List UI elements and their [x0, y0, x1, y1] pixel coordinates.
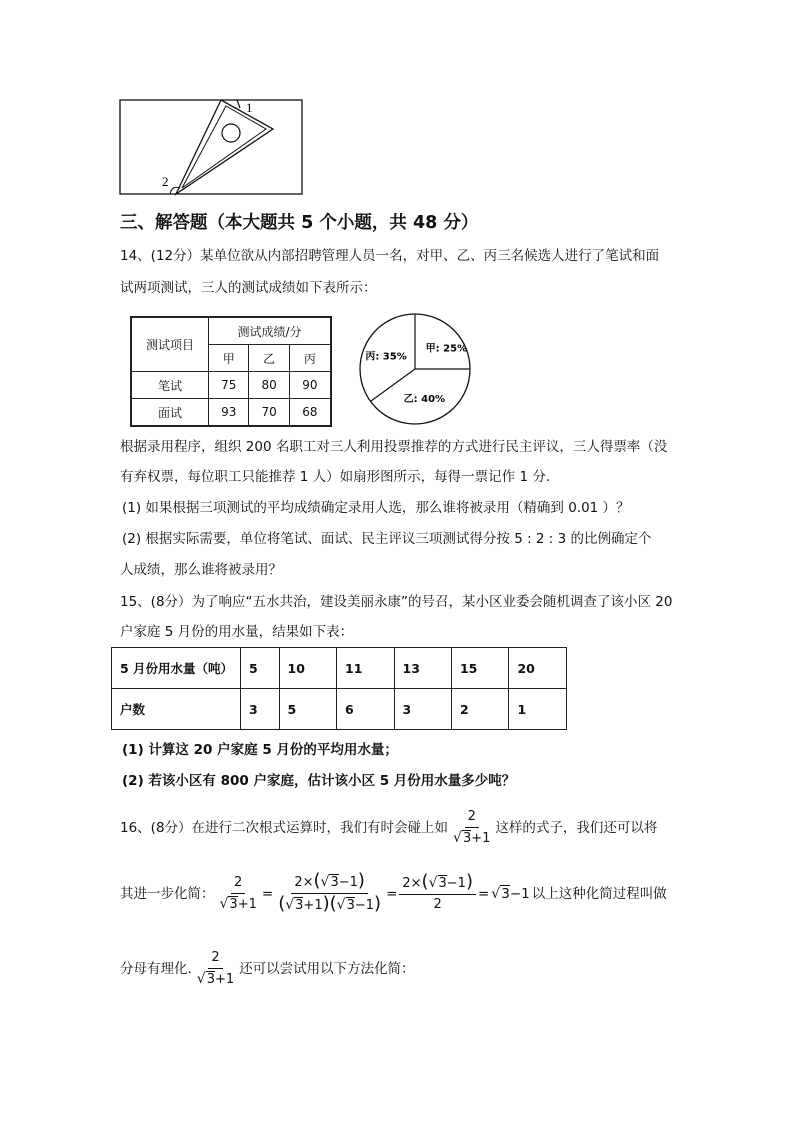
plus-one: +1 — [215, 972, 235, 987]
q15-line2: 户家庭 5 月份的用水量，结果如下表： — [120, 624, 354, 640]
table-cell: 2 — [451, 689, 508, 730]
q15-sub2: (2) 若该小区有 800 户家庭，估计该小区 5 月份用水量多少吨？ — [122, 773, 516, 789]
score-table — [130, 316, 332, 427]
sqrt-sign: √ — [453, 830, 462, 846]
q14-sub2a: (2) 根据实际需要，单位将笔试、面试、民主评议三项测试得分按 5 : 2 : 3 的比例确定个 — [122, 531, 652, 547]
table-cell: 5 — [279, 689, 336, 730]
table-cell: 90 — [289, 372, 331, 399]
radicand: 3 — [295, 898, 304, 913]
q15-line1: 15、(8分）为了响应“五水共治，建设美丽永康”的号召，某小区业委会随机调查了该小区 20 — [120, 594, 673, 610]
sqrt-sign: √ — [285, 897, 295, 913]
figure-notch — [237, 100, 240, 108]
table-cell: 11 — [337, 648, 394, 689]
sqrt-sign: √ — [196, 971, 206, 987]
minus-one: −1 — [509, 885, 530, 902]
result-expression — [491, 885, 529, 903]
table-cell: 10 — [279, 648, 336, 689]
figure-label-2: 2 — [162, 174, 169, 189]
fraction-denominator: 2 — [433, 897, 442, 912]
q16-line2 — [120, 870, 667, 914]
radicand: 3 — [206, 972, 215, 987]
section-heading: 三、解答题（本大题共 5 个小题，共 48 分） — [120, 213, 479, 233]
minus-one: −1 — [338, 875, 358, 890]
equals-sign: = — [386, 885, 398, 902]
fraction-2-over-sqrt3-plus-1 — [194, 950, 237, 988]
fraction-denominator — [194, 969, 237, 988]
plus-one: +1 — [237, 896, 257, 912]
fraction-expanded — [275, 870, 384, 914]
vote-pie-chart — [355, 309, 475, 429]
plus-one: +1 — [471, 831, 491, 846]
table-cell: 1 — [509, 689, 567, 730]
fraction-denominator: (√3+1)(√3−1) — [278, 893, 382, 914]
pie-slice-label: 甲: 25% — [425, 343, 468, 355]
plus-one: +1 — [303, 898, 323, 913]
radicand: 3 — [229, 896, 238, 912]
table-row-label: 5 月份用水量（吨） — [112, 648, 241, 689]
figure-label-1: 1 — [246, 100, 253, 115]
table-cell: 80 — [249, 372, 289, 399]
table-cell: 75 — [209, 372, 249, 399]
fraction-2-over-sqrt3-plus-1 — [217, 875, 260, 913]
radicand: 3 — [346, 898, 355, 913]
fraction-2-over-sqrt3-plus-1 — [450, 809, 493, 847]
fraction-denominator — [217, 894, 260, 913]
q14-para2: 有弃权票，每位职工只能推荐 1 人）如扇形图所示，每得一票记作 1 分. — [120, 469, 551, 485]
two-times: 2× — [294, 875, 314, 890]
table-row — [112, 689, 567, 730]
table-cell: 6 — [337, 689, 394, 730]
q16-line3 — [120, 950, 415, 988]
sqrt-sign: √ — [336, 897, 346, 913]
table-header-item: 测试项目 — [131, 317, 209, 372]
table-candidate: 甲 — [209, 345, 249, 372]
table-candidate: 乙 — [249, 345, 289, 372]
fraction-numerator: 2×(√3−1) — [399, 874, 476, 895]
q16-line3-before: 分母有理化. — [120, 961, 192, 977]
minus-one: −1 — [354, 898, 375, 913]
equals-sign: = — [261, 885, 274, 902]
pie-slice-label: 乙: 40% — [403, 393, 446, 405]
q14-line2: 试两项测试，三人的测试成绩如下表所示： — [120, 280, 377, 296]
table-cell: 15 — [451, 648, 508, 689]
table-row — [112, 648, 567, 689]
equals-sign: = — [477, 885, 490, 902]
figure-triangle — [176, 100, 273, 194]
table-row-label: 笔试 — [131, 372, 209, 399]
figure-rectangle — [120, 100, 302, 194]
table-cell: 5 — [241, 648, 280, 689]
table-cell: 20 — [509, 648, 567, 689]
sqrt-sign: √ — [219, 895, 229, 912]
radicand: 3 — [501, 885, 510, 902]
table-header-score: 测试成绩/分 — [209, 317, 332, 345]
table-row-label: 户数 — [112, 689, 241, 730]
q14-sub2b: 人成绩，那么谁将被录用？ — [120, 562, 282, 578]
q14-line1: 14、(12分）某单位欲从内部招聘管理人员一名，对甲、乙、丙三名候选人进行了笔试和面 — [120, 248, 660, 264]
radicand: 3 — [462, 831, 472, 846]
q16-line1-before: 16、(8分）在进行二次根式运算时，我们有时会碰上如 — [120, 820, 449, 836]
table-cell: 93 — [209, 399, 249, 427]
table-row-label: 面试 — [131, 399, 209, 427]
pie-slice-label: 丙: 35% — [365, 351, 407, 363]
table-cell: 3 — [241, 689, 280, 730]
fraction-simplified — [399, 871, 476, 913]
q16-line3-after: 还可以尝试用以下方法化简： — [239, 961, 415, 977]
two-times: 2× — [402, 876, 422, 891]
fraction-numerator: 2 — [465, 809, 479, 828]
table-candidate: 丙 — [289, 345, 331, 372]
table-cell: 13 — [394, 648, 451, 689]
table-cell: 70 — [249, 399, 289, 427]
q16-line2-before: 其进一步化简： — [120, 885, 215, 902]
geometry-figure — [118, 96, 308, 200]
sqrt-sign: √ — [428, 875, 438, 891]
fraction-numerator: 2 — [231, 875, 245, 894]
q16-line1 — [120, 809, 657, 847]
q14-sub1: (1) 如果根据三项测试的平均成绩确定录用人选，那么谁将被录用（精确到 0.01 ）？ — [122, 500, 630, 516]
water-table — [111, 647, 567, 730]
fraction-numerator: 2×(√3−1) — [291, 873, 368, 894]
q14-para1: 根据录用程序，组织 200 名职工对三人利用投票推荐的方式进行民主评议，三人得票率（没 — [120, 439, 668, 455]
q16-line2-after: 以上这种化简过程叫做 — [531, 885, 667, 902]
radicand: 3 — [330, 875, 339, 890]
minus-one: −1 — [446, 876, 466, 891]
fraction-denominator — [450, 828, 493, 847]
table-row — [131, 399, 331, 427]
radicand: 3 — [438, 876, 447, 891]
figure-circle — [222, 124, 240, 142]
fraction-numerator: 2 — [208, 950, 222, 969]
sqrt-sign: √ — [491, 885, 501, 902]
table-cell: 3 — [394, 689, 451, 730]
table-cell: 68 — [289, 399, 331, 427]
table-row — [131, 372, 331, 399]
q16-line1-after: 这样的式子，我们还可以将 — [495, 820, 658, 836]
sqrt-sign: √ — [320, 874, 330, 890]
q15-sub1: (1) 计算这 20 户家庭 5 月份的平均用水量； — [122, 742, 398, 758]
